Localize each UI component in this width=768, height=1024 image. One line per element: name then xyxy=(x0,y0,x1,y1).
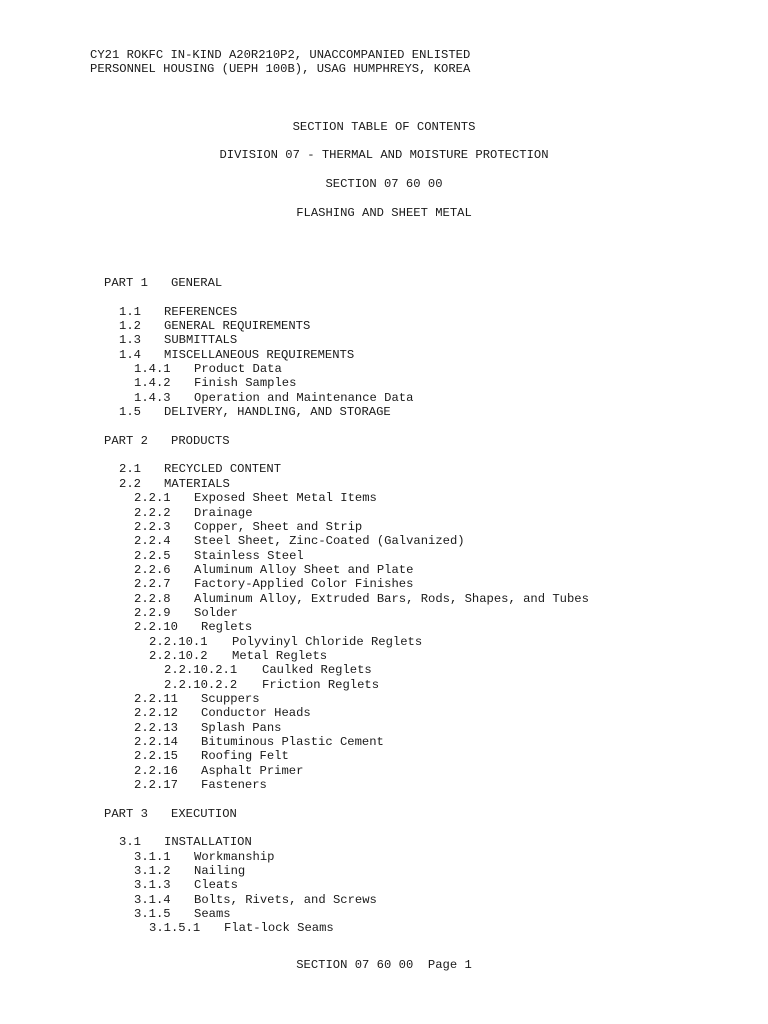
project-header xyxy=(90,48,470,77)
toc-item-number: 2.2 xyxy=(119,476,141,491)
toc-item[interactable] xyxy=(134,391,589,405)
toc-item-number: 2.2.15 xyxy=(134,749,178,764)
toc-item[interactable] xyxy=(134,506,589,520)
toc-item-label: Caulked Reglets xyxy=(262,663,372,678)
toc-item-label: RECYCLED CONTENT xyxy=(164,462,282,477)
toc-part-1[interactable] xyxy=(104,276,589,290)
toc-item-label: Workmanship xyxy=(194,849,275,864)
toc-item-number: 2.2.17 xyxy=(134,778,178,793)
toc-item-label: Operation and Maintenance Data xyxy=(194,390,414,405)
toc-item-number: 2.2.10.2.1 xyxy=(164,663,238,678)
toc-item[interactable] xyxy=(134,735,589,749)
toc-item-number: 2.2.1 xyxy=(134,491,171,506)
toc-item-label: Metal Reglets xyxy=(232,648,328,663)
toc-item-label: Splash Pans xyxy=(201,720,282,735)
toc-item-number: 3.1.1 xyxy=(134,849,171,864)
toc-part-3[interactable] xyxy=(104,807,589,821)
toc-item[interactable] xyxy=(119,319,589,333)
toc-item-number: 2.2.5 xyxy=(134,548,171,563)
toc-item-label: Conductor Heads xyxy=(201,706,311,721)
toc-item[interactable] xyxy=(134,706,589,720)
toc-item[interactable] xyxy=(134,606,589,620)
toc-item-label: Copper, Sheet and Strip xyxy=(194,519,363,534)
toc-item[interactable] xyxy=(149,635,589,649)
section-number: SECTION 07 60 00 xyxy=(325,177,443,191)
toc-item-label: Fasteners xyxy=(201,778,267,793)
toc-item-label: Stainless Steel xyxy=(194,548,304,563)
header-line-2: PERSONNEL HOUSING (UEPH 100B), USAG HUMPHREYS, KOREA xyxy=(90,62,471,77)
toc-item-label: Cleats xyxy=(194,878,238,893)
toc-item[interactable] xyxy=(119,333,589,347)
toc-item-number: 2.2.14 xyxy=(134,735,178,749)
toc-item-label: Product Data xyxy=(194,362,282,377)
toc-item-number: 2.2.4 xyxy=(134,534,171,549)
toc-item[interactable] xyxy=(164,663,589,677)
table-of-contents xyxy=(104,276,589,936)
toc-item[interactable] xyxy=(119,405,589,419)
toc-item-label: Steel Sheet, Zinc-Coated (Galvanized) xyxy=(194,534,465,549)
toc-item[interactable] xyxy=(134,749,589,763)
toc-item[interactable] xyxy=(134,907,589,921)
toc-item-label: Finish Samples xyxy=(194,376,297,391)
toc-item[interactable] xyxy=(119,348,589,362)
toc-item[interactable] xyxy=(134,620,589,634)
toc-item[interactable] xyxy=(164,678,589,692)
toc-item[interactable] xyxy=(134,362,589,376)
toc-item[interactable] xyxy=(134,850,589,864)
toc-item[interactable] xyxy=(134,563,589,577)
division-title: DIVISION 07 - THERMAL AND MOISTURE PROTECTION xyxy=(219,148,549,162)
section-name: FLASHING AND SHEET METAL xyxy=(296,206,472,220)
toc-part-label: GENERAL xyxy=(171,276,223,290)
toc-item[interactable] xyxy=(134,549,589,563)
toc-item-number: 1.4.3 xyxy=(134,390,171,405)
toc-item-label: MATERIALS xyxy=(164,476,230,491)
toc-item-label: Aluminum Alloy Sheet and Plate xyxy=(194,562,414,577)
toc-item[interactable] xyxy=(134,592,589,606)
toc-part-label: EXECUTION xyxy=(171,806,237,821)
toc-item-label: Seams xyxy=(194,907,231,922)
toc-item[interactable] xyxy=(119,477,589,491)
page-footer: SECTION 07 60 00 Page 1 xyxy=(296,958,472,972)
toc-part-number: PART 3 xyxy=(104,806,148,821)
toc-item-number: 2.2.10.2 xyxy=(149,648,208,663)
toc-item[interactable] xyxy=(119,835,589,849)
toc-item-label: Bituminous Plastic Cement xyxy=(201,735,384,749)
toc-item-label: MISCELLANEOUS REQUIREMENTS xyxy=(164,347,355,362)
toc-item-number: 1.1 xyxy=(119,304,141,319)
toc-item-number: 1.3 xyxy=(119,333,141,348)
toc-item-number: 1.2 xyxy=(119,319,141,334)
toc-item-label: Roofing Felt xyxy=(201,749,289,764)
toc-part-label: PRODUCTS xyxy=(171,433,230,448)
toc-item-number: 1.4.1 xyxy=(134,362,171,377)
toc-item-label: Asphalt Primer xyxy=(201,763,304,778)
toc-item-label: Factory-Applied Color Finishes xyxy=(194,577,414,592)
toc-item[interactable] xyxy=(134,721,589,735)
toc-item[interactable] xyxy=(134,864,589,878)
header-line-1: CY21 ROKFC IN-KIND A20R210P2, UNACCOMPANIED ENLISTED xyxy=(90,48,471,62)
toc-item-number: 2.2.13 xyxy=(134,720,178,735)
toc-item-label: Scuppers xyxy=(201,691,260,706)
toc-item-label: Friction Reglets xyxy=(262,677,380,692)
toc-item-number: 3.1.3 xyxy=(134,878,171,893)
toc-item-label: Solder xyxy=(194,605,238,620)
toc-item[interactable] xyxy=(149,921,589,935)
toc-item[interactable] xyxy=(134,764,589,778)
toc-item-number: 2.2.7 xyxy=(134,577,171,592)
toc-item-number: 3.1.5 xyxy=(134,907,171,922)
toc-item-label: Bolts, Rivets, and Screws xyxy=(194,892,377,907)
toc-item[interactable] xyxy=(134,520,589,534)
toc-item-number: 2.1 xyxy=(119,462,141,477)
toc-item-number: 2.2.11 xyxy=(134,691,178,706)
toc-item-number: 3.1.5.1 xyxy=(149,921,201,936)
toc-item-label: INSTALLATION xyxy=(164,835,252,850)
toc-item-label: GENERAL REQUIREMENTS xyxy=(164,319,311,334)
toc-part-2[interactable] xyxy=(104,434,589,448)
toc-item-number: 3.1 xyxy=(119,835,141,850)
toc-item-label: Exposed Sheet Metal Items xyxy=(194,491,377,506)
toc-item[interactable] xyxy=(134,893,589,907)
toc-item-label: Drainage xyxy=(194,505,253,520)
toc-item-number: 2.2.3 xyxy=(134,519,171,534)
toc-item-number: 3.1.2 xyxy=(134,864,171,879)
toc-item[interactable] xyxy=(134,692,589,706)
toc-item-number: 2.2.10 xyxy=(134,620,178,635)
toc-part-number: PART 1 xyxy=(104,276,148,290)
toc-part-number: PART 2 xyxy=(104,433,148,448)
toc-item-number: 2.2.2 xyxy=(134,505,171,520)
toc-item-label: Polyvinyl Chloride Reglets xyxy=(232,634,423,649)
toc-item-number: 3.1.4 xyxy=(134,892,171,907)
toc-item[interactable] xyxy=(134,878,589,892)
toc-item[interactable] xyxy=(134,778,589,792)
toc-item-number: 2.2.10.1 xyxy=(149,634,208,649)
toc-item-label: SUBMITTALS xyxy=(164,333,238,348)
toc-item-number: 2.2.6 xyxy=(134,562,171,577)
toc-item-label: Reglets xyxy=(201,620,253,635)
toc-item[interactable] xyxy=(134,577,589,591)
toc-item-number: 1.5 xyxy=(119,405,141,420)
toc-item[interactable] xyxy=(119,462,589,476)
toc-item-label: Flat-lock Seams xyxy=(224,921,334,936)
toc-title: SECTION TABLE OF CONTENTS xyxy=(292,120,476,134)
toc-item-number: 2.2.9 xyxy=(134,605,171,620)
toc-item[interactable] xyxy=(134,491,589,505)
toc-item[interactable] xyxy=(119,305,589,319)
toc-item-label: Nailing xyxy=(194,864,246,879)
toc-item-number: 2.2.10.2.2 xyxy=(164,677,238,692)
toc-item-number: 1.4 xyxy=(119,347,141,362)
toc-item-label: Aluminum Alloy, Extruded Bars, Rods, Shapes, and Tubes xyxy=(194,591,589,606)
toc-item-label: REFERENCES xyxy=(164,304,238,319)
toc-item-label: DELIVERY, HANDLING, AND STORAGE xyxy=(164,405,391,420)
toc-item-number: 2.2.16 xyxy=(134,763,178,778)
toc-item-number: 2.2.8 xyxy=(134,591,171,606)
toc-item[interactable] xyxy=(149,649,589,663)
toc-item-number: 1.4.2 xyxy=(134,376,171,391)
toc-item[interactable] xyxy=(134,376,589,390)
toc-item-number: 2.2.12 xyxy=(134,706,178,721)
toc-item[interactable] xyxy=(134,534,589,548)
